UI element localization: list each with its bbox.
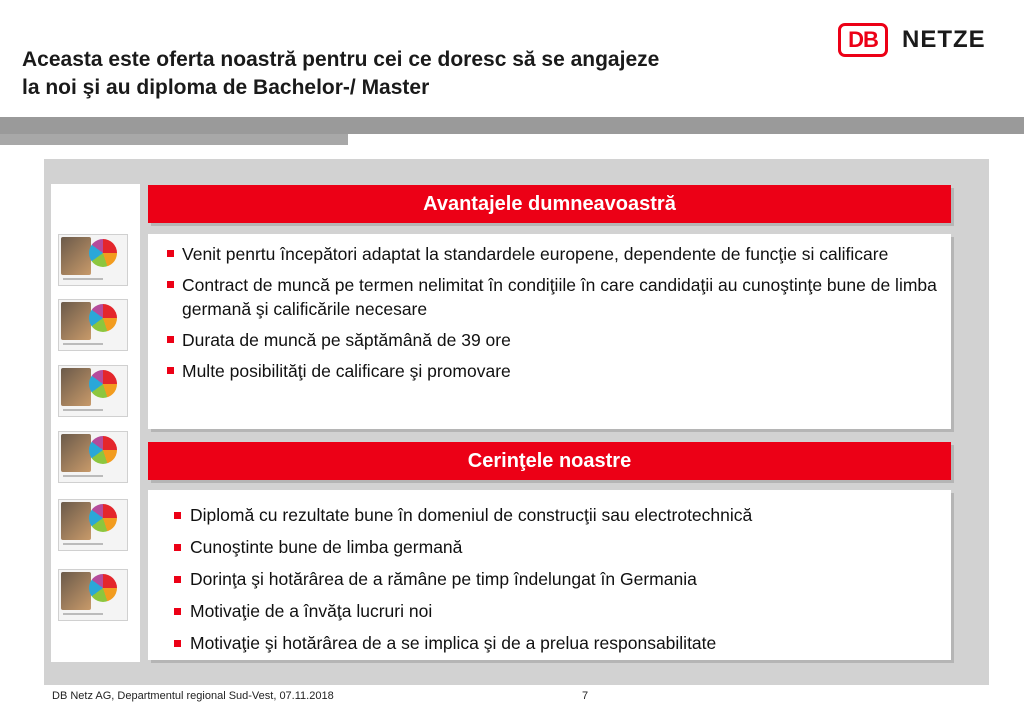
list-item: Dorinţa şi hotărârea de a rămâne pe timp îndelungat în Germania: [148, 567, 951, 591]
list-item: Cunoştinte bune de limba germană: [148, 535, 951, 559]
thumbnail-image: [58, 569, 128, 621]
slide-title-line1: Aceasta este oferta noastră pentru cei ce doresc să se angajeze: [22, 48, 660, 71]
db-logo-mark: DB: [838, 23, 888, 57]
slide-title-line2: la noi şi au diploma de Bachelor-/ Master: [22, 76, 430, 99]
list-item: Contract de muncă pe termen nelimitat în condiţiile în care candidaţii au cunoştinţe bune de limba germană şi calificările necesare: [148, 273, 951, 321]
page-number: 7: [582, 690, 589, 702]
db-netze-logo: [838, 20, 986, 60]
thumbnail-image: [58, 499, 128, 551]
netze-logo-text: NETZE: [902, 26, 986, 53]
thumbnail-image: [58, 234, 128, 286]
list-item: Multe posibilităţi de calificare şi promovare: [148, 359, 951, 383]
thumbnail-image: [58, 365, 128, 417]
slide-title: [22, 46, 822, 102]
requirements-box: [148, 490, 951, 660]
footer-text: DB Netz AG, Departmentul regional Sud-Vest, 07.11.2018: [52, 690, 334, 702]
list-item: Diplomă cu rezultate bune în domeniul de construcţii sau electrotechnică: [148, 503, 951, 527]
thumbnail-image: [58, 431, 128, 483]
thumbnail-image: [58, 299, 128, 351]
advantages-header: Avantajele dumneavoastră: [148, 185, 951, 223]
list-item: Venit penrtu începători adaptat la standardele europene, dependente de funcţie si calificare: [148, 242, 951, 266]
list-item: Motivaţie de a învăţa lucruri noi: [148, 599, 951, 623]
list-item: Motivaţie şi hotărârea de a se implica şi de a prelua responsabilitate: [148, 631, 951, 655]
list-item: Durata de muncă pe săptămână de 39 ore: [148, 328, 951, 352]
header-divider-bar: [0, 117, 1024, 134]
advantages-box: [148, 234, 951, 429]
requirements-header: Cerinţele noastre: [148, 442, 951, 480]
header-divider-accent: [0, 134, 348, 145]
